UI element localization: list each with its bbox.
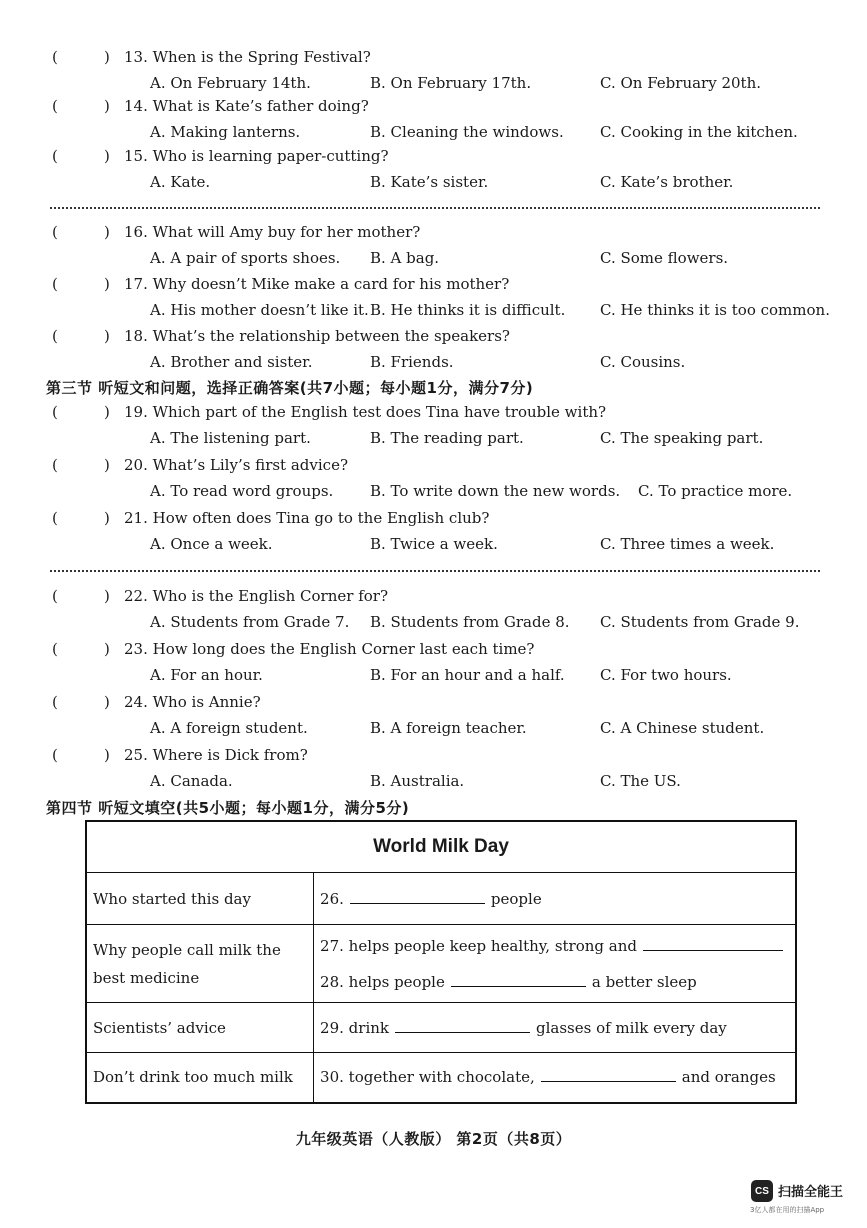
option-a[interactable]: A. Once a week. <box>150 535 273 553</box>
question-item <box>0 223 867 275</box>
question-item <box>0 456 867 508</box>
answer-blank[interactable] <box>451 974 586 987</box>
blank-prefix: 26. <box>320 889 344 908</box>
question-stem <box>124 327 510 345</box>
row-label: Why people call milk the best medicine <box>86 925 314 1003</box>
table-row <box>86 873 796 925</box>
option-c[interactable]: C. Students from Grade 9. <box>600 613 800 631</box>
option-c[interactable]: C. Some flowers. <box>600 249 729 267</box>
option-c[interactable]: C. A Chinese student. <box>600 719 765 737</box>
question-stem <box>124 275 509 293</box>
answer-paren-close: ) <box>104 327 110 345</box>
blank-prefix: 27. helps people keep healthy, strong and <box>320 936 637 955</box>
option-c[interactable]: C. He thinks it is too common. <box>600 301 830 319</box>
blank-suffix: a better sleep <box>591 972 697 991</box>
question-stem <box>124 509 489 527</box>
question-text: How long does the English Corner last each time? <box>152 640 535 658</box>
table-row <box>86 1003 796 1053</box>
answer-paren-close: ) <box>104 403 110 421</box>
question-item <box>0 587 867 639</box>
camscanner-tagline: 3亿人都在用的扫描App <box>750 1206 825 1214</box>
answer-paren-open[interactable]: ( <box>52 147 58 165</box>
option-a[interactable]: A. Students from Grade 7. <box>150 613 350 631</box>
row-label: Don’t drink too much milk <box>86 1053 314 1103</box>
answer-paren-open[interactable]: ( <box>52 223 58 241</box>
question-text: Which part of the English test does Tina have trouble with? <box>152 403 607 421</box>
option-c[interactable]: C. For two hours. <box>600 666 732 684</box>
question-number: 16. <box>124 223 148 241</box>
question-item <box>0 327 867 379</box>
option-b[interactable]: B. Australia. <box>370 772 465 790</box>
answer-paren-close: ) <box>104 223 110 241</box>
question-number: 23. <box>124 640 148 658</box>
question-number: 20. <box>124 456 148 474</box>
answer-paren-close: ) <box>104 509 110 527</box>
question-item <box>0 640 867 692</box>
table-row <box>86 1053 796 1103</box>
page-footer: 九年级英语（人教版） 第2页（共8页） <box>295 1130 572 1148</box>
row-content <box>314 1053 796 1103</box>
question-text: Who is the English Corner for? <box>152 587 388 605</box>
question-number: 24. <box>124 693 148 711</box>
section-3-title: 第三节 听短文和问题，选择正确答案(共7小题；每小题1分，满分7分) <box>46 379 534 397</box>
question-text: Who is learning paper-cutting? <box>152 147 389 165</box>
fill-blank-line <box>320 964 789 1000</box>
question-text: Who is Annie? <box>152 693 261 711</box>
question-text: Why doesn’t Mike make a card for his mother? <box>152 275 510 293</box>
question-stem <box>124 746 308 764</box>
option-b[interactable]: B. On February 17th. <box>370 74 532 92</box>
option-c[interactable]: C. The speaking part. <box>600 429 764 447</box>
question-stem <box>124 587 388 605</box>
option-c[interactable]: C. The US. <box>600 772 681 790</box>
section-4-title: 第四节 听短文填空(共5小题；每小题1分，满分5分) <box>46 799 410 817</box>
answer-paren-open[interactable]: ( <box>52 587 58 605</box>
question-item <box>0 509 867 561</box>
answer-paren-open[interactable]: ( <box>52 327 58 345</box>
fill-blank-line <box>320 1010 789 1046</box>
question-number: 13. <box>124 48 148 66</box>
option-a[interactable]: A. His mother doesn’t like it. <box>150 301 369 319</box>
question-stem <box>124 97 369 115</box>
question-text: What’s the relationship between the speakers? <box>152 327 510 345</box>
option-c[interactable]: C. On February 20th. <box>600 74 762 92</box>
option-a[interactable]: A. Brother and sister. <box>150 353 313 371</box>
option-b[interactable]: B. For an hour and a half. <box>370 666 565 684</box>
camscanner-name: 扫描全能王 <box>778 1185 844 1200</box>
fill-blank-line <box>320 881 789 917</box>
question-text: What is Kate’s father doing? <box>152 97 369 115</box>
answer-blank[interactable] <box>541 1069 676 1082</box>
answer-paren-close: ) <box>104 587 110 605</box>
row-content <box>314 1003 796 1053</box>
question-text: Where is Dick from? <box>152 746 308 764</box>
question-item <box>0 693 867 745</box>
question-number: 25. <box>124 746 148 764</box>
answer-paren-close: ) <box>104 456 110 474</box>
answer-paren-close: ) <box>104 640 110 658</box>
option-c[interactable]: C. Cousins. <box>600 353 686 371</box>
option-b[interactable]: B. Students from Grade 8. <box>370 613 570 631</box>
question-stem <box>124 640 534 658</box>
question-number: 22. <box>124 587 148 605</box>
answer-paren-open[interactable]: ( <box>52 275 58 293</box>
question-stem <box>124 147 389 165</box>
option-c[interactable]: C. To practice more. <box>638 482 793 500</box>
answer-paren-open[interactable]: ( <box>52 456 58 474</box>
dotted-divider-1 <box>50 207 820 209</box>
blank-prefix: 30. together with chocolate, <box>320 1068 535 1087</box>
blank-suffix: and oranges <box>681 1068 776 1087</box>
world-milk-day-table <box>85 820 797 1104</box>
option-b[interactable]: B. The reading part. <box>370 429 524 447</box>
answer-paren-close: ) <box>104 275 110 293</box>
row-content <box>314 873 796 925</box>
question-text: How often does Tina go to the English club? <box>152 509 490 527</box>
question-number: 18. <box>124 327 148 345</box>
answer-paren-open[interactable]: ( <box>52 509 58 527</box>
question-item <box>0 97 867 149</box>
answer-blank[interactable] <box>643 938 783 951</box>
answer-paren-close: ) <box>104 147 110 165</box>
question-number: 15. <box>124 147 148 165</box>
answer-paren-open[interactable]: ( <box>52 640 58 658</box>
answer-blank[interactable] <box>350 891 485 904</box>
answer-paren-open[interactable]: ( <box>52 48 58 66</box>
answer-paren-open[interactable]: ( <box>52 693 58 711</box>
blank-suffix: glasses of milk every day <box>536 1018 727 1037</box>
table-title: World Milk Day <box>86 821 796 873</box>
question-item <box>0 746 867 798</box>
question-item <box>0 275 867 327</box>
answer-paren-close: ) <box>104 48 110 66</box>
question-item <box>0 147 867 199</box>
question-text: What will Amy buy for her mother? <box>152 223 421 241</box>
question-text: What’s Lily’s first advice? <box>152 456 348 474</box>
answer-paren-open[interactable]: ( <box>52 403 58 421</box>
option-a[interactable]: A. On February 14th. <box>150 74 311 92</box>
row-label: Who started this day <box>86 873 314 925</box>
option-a[interactable]: A. To read word groups. <box>150 482 334 500</box>
question-text: When is the Spring Festival? <box>152 48 371 66</box>
option-b[interactable]: B. He thinks it is difficult. <box>370 301 566 319</box>
option-a[interactable]: A. Making lanterns. <box>150 123 301 141</box>
option-b[interactable]: B. To write down the new words. <box>370 482 621 500</box>
question-number: 17. <box>124 275 148 293</box>
camscanner-logo-icon: CS <box>751 1180 773 1202</box>
question-item <box>0 48 867 100</box>
answer-paren-close: ) <box>104 746 110 764</box>
option-c[interactable]: C. Cooking in the kitchen. <box>600 123 798 141</box>
answer-paren-close: ) <box>104 97 110 115</box>
option-a[interactable]: A. The listening part. <box>150 429 311 447</box>
question-stem <box>124 48 371 66</box>
blank-suffix: people <box>490 889 542 908</box>
option-c[interactable]: C. Kate’s brother. <box>600 173 734 191</box>
fill-blank-line <box>320 1059 789 1095</box>
question-stem <box>124 693 261 711</box>
blank-prefix: 29. drink <box>320 1018 389 1037</box>
blank-prefix: 28. helps people <box>320 972 445 991</box>
option-b[interactable]: B. A bag. <box>370 249 440 267</box>
option-b[interactable]: B. A foreign teacher. <box>370 719 527 737</box>
table-body <box>86 873 796 1103</box>
question-stem <box>124 223 420 241</box>
option-b[interactable]: B. Kate’s sister. <box>370 173 489 191</box>
dotted-divider-2 <box>50 570 820 572</box>
fill-blank-line <box>320 928 789 964</box>
option-b[interactable]: B. Cleaning the windows. <box>370 123 564 141</box>
question-stem <box>124 456 348 474</box>
option-b[interactable]: B. Friends. <box>370 353 454 371</box>
option-a[interactable]: A. For an hour. <box>150 666 263 684</box>
table-row <box>86 925 796 1003</box>
question-number: 19. <box>124 403 148 421</box>
option-a[interactable]: A. Canada. <box>150 772 233 790</box>
row-content <box>314 925 796 1003</box>
option-c[interactable]: C. Three times a week. <box>600 535 775 553</box>
answer-paren-close: ) <box>104 693 110 711</box>
row-label: Scientists’ advice <box>86 1003 314 1053</box>
option-b[interactable]: B. Twice a week. <box>370 535 498 553</box>
option-a[interactable]: A. A pair of sports shoes. <box>150 249 341 267</box>
question-item <box>0 403 867 455</box>
option-a[interactable]: A. A foreign student. <box>150 719 308 737</box>
question-number: 21. <box>124 509 148 527</box>
option-a[interactable]: A. Kate. <box>150 173 211 191</box>
question-number: 14. <box>124 97 148 115</box>
answer-paren-open[interactable]: ( <box>52 97 58 115</box>
question-stem <box>124 403 606 421</box>
answer-blank[interactable] <box>395 1020 530 1033</box>
answer-paren-open[interactable]: ( <box>52 746 58 764</box>
